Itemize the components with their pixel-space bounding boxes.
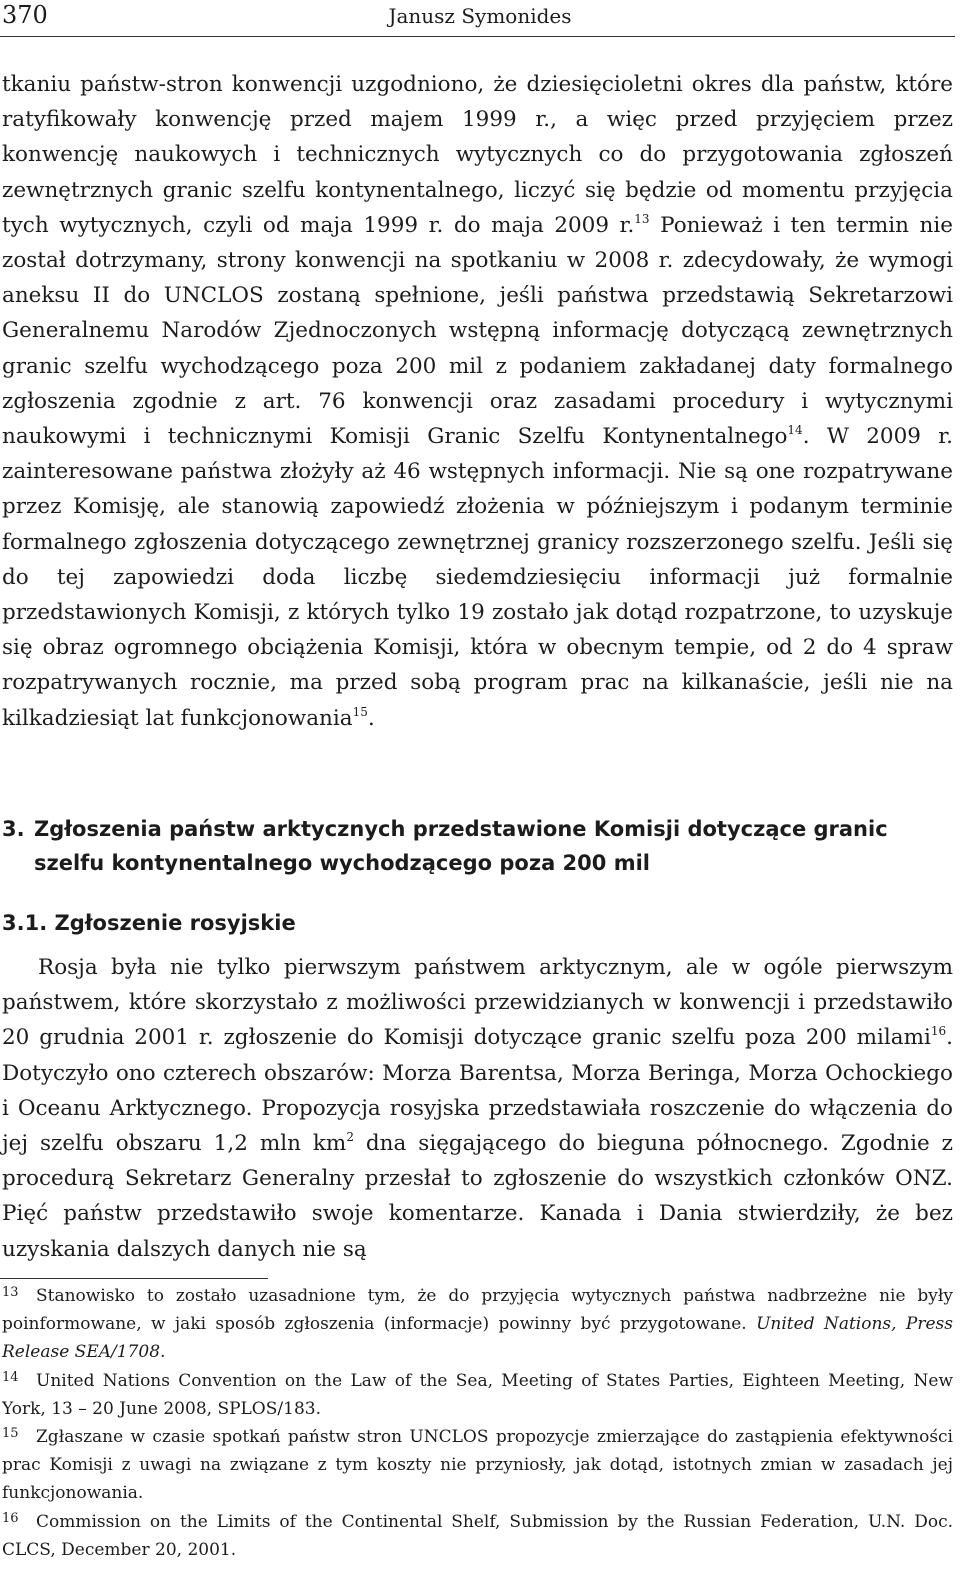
subsection-title: 3.1. Zgłoszenie rosyjskie (2, 911, 296, 935)
section-heading (2, 812, 953, 880)
text-run: Ponieważ i ten termin nie został dotrzymany, strony konwencji na spotkaniu w 2008 r. zdecydowały, że wymogi aneksu II do UNCLOS zostaną spełnione, jeśli państwa przedstawią Sekretarzowi Generalnemu Narodów Zjednoczonych wstępną informację dotyczącą zewnętrznych granic szelfu wychodzącego poza 200 mil z podaniem zakładanej daty formalnego zgłoszenia zgodnie z art. 76 konwencji oraz zasadami procedury i wytycznymi naukowymi i technicznymi Komisji Granic Szelfu Kontynentalnego (2, 212, 953, 450)
subsection-heading (2, 906, 953, 940)
running-head-author: Janusz Symonides (388, 4, 572, 28)
text-run: . (367, 705, 375, 731)
footnote-text: Zgłaszane w czasie spotkań państw stron UNCLOS propozycje zmierzające do zastąpienia efektywności prac Komisji z uwagi na związane z tym koszty nie przyniosły, jak dotąd, istotnych zmian w zasadach jej funkcjonowania. (2, 1427, 953, 1504)
text-run: Rosja była nie tylko pierwszym państwem arktycznym, ale w ogóle pierwszym państwem, które skorzystało z możliwości przewidzianych w konwencji i przedstawiło 20 grudnia 2001 r. zgłoszenie do Komisji dotyczące granic szelfu poza 200 milami (2, 955, 953, 1051)
footnote-ref-14[interactable]: 14 (787, 423, 803, 438)
superscript-2: 2 (346, 1130, 354, 1145)
footnote-ref-16[interactable]: 16 (930, 1024, 947, 1039)
text-run: . W 2009 r. zainteresowane państwa złożyły aż 46 wstępnych informacji. Nie są one rozpatrywane przez Komisję, ale stanowią zapowiedź złożenia w późniejszym i podanym terminie formalnego zgłoszenia dotyczącego zewnętrznej granicy rozszerzonego szelfu. Jeśli się do tej zapowiedzi doda liczbę siedemdziesięciu informacji już formalnie przedstawionych Komisji, z których tylko 19 zostało jak dotąd rozpatrzone, to uzyskuje się obraz ogromnego obciążenia Komisji, która w obecnym tempie, od 2 do 4 spraw rozpatrywanych rocznie, ma przed sobą program prac na kilkanaście, jeśli nie na kilkadziesiąt lat funkcjonowania (2, 424, 953, 731)
footnote-text: Stanowisko to zostało uzasadnione tym, że do przyjęcia wytycznych państwa nadbrzeżne nie były poinformowane, w jaki sposób zgłoszenia (informacje) powinny być przygotowane. (2, 1286, 953, 1335)
section-title-line2: szelfu kontynentalnego wychodzącego poza 200 mil (34, 851, 650, 875)
footnote-15: 15 Zgłaszane w czasie spotkań państw stron UNCLOS propozycje zmierzające do zastąpienia efektywności prac Komisji z uwagi na związane z tym koszty nie przyniosły, jak dotąd, istotnych zmian w zasadach jej funkcjonowania. (2, 1426, 953, 1504)
paragraph-russia (2, 950, 953, 1267)
text-run: tkaniu państw-stron konwencji uzgodniono, że dziesięcioletni okres dla państw, które ratyfikowały konwencję przed majem 1999 r., a więc przed przyjęciem przez konwencję naukowych i technicznych wytycznych co do przygotowania zgłoszeń zewnętrznych granic szelfu kontynentalnego, liczyć się będzie od momentu przyjęcia tych wytycznych, czyli od maja 1999 r. do maja 2009 r. (2, 72, 953, 238)
text-run: dna sięgającego do bieguna północnego. Zgodnie z procedurą Sekretarz Generalny przesłał to zgłoszenie do wszystkich członków ONZ. Pięć państw przedstawiło swoje komentarze. Kanada i Dania stwierdziły, że bez uzyskania dalszych danych nie są (2, 1131, 953, 1262)
footnote-ref-15[interactable]: 15 (352, 704, 368, 719)
footnote-text: Commission on the Limits of the Continental Shelf, Submission by the Russian Federation, U.N. Doc. CLCS, December 20, 2001. (2, 1511, 953, 1560)
section-title-line1: Zgłoszenia państw arktycznych przedstawione Komisji dotyczące granic (34, 817, 888, 841)
text-run: . Dotyczyło ono czterech obszarów: Morza Barentsa, Morza Beringa, Morza Ochockiego i Oceanu Arktycznego. Propozycja rosyjska przedstawiała roszczenie do włączenia do jej szelfu obszaru 1,2 mln km (2, 1025, 953, 1157)
footnote-source-italic: United Nations, Press Release SEA/1708. (2, 1314, 953, 1363)
body-text (2, 67, 953, 736)
section-number: 3. (2, 817, 25, 841)
footnote-text: United Nations Convention on the Law of the Sea, Meeting of States Parties, Eighteen Meeting, New York, 13 – 20 June 2008, SPLOS/183. (2, 1370, 953, 1419)
body-text-2 (2, 950, 953, 1267)
running-header (0, 0, 960, 40)
footnote-14: 14 United Nations Convention on the Law of the Sea, Meeting of States Parties, Eighteen Meeting, New York, 13 – 20 June 2008, SPLOS/183. (2, 1369, 953, 1419)
footnotes (2, 1282, 953, 1564)
header-rule (0, 36, 955, 37)
footnote-13: 13 Stanowisko to zostało uzasadnione tym, że do przyjęcia wytycznych państwa nadbrzeżne nie były poinformowane, w jaki sposób zgłoszenia (informacje) powinny być przygotowane. United Nations, Press Release SEA/1708. (2, 1285, 953, 1363)
page-number: 370 (2, 1, 48, 29)
footnote-16: 16 Commission on the Limits of the Continental Shelf, Submission by the Russian Federation, U.N. Doc. CLCS, December 20, 2001. (2, 1510, 953, 1560)
section-heading-text (2, 812, 953, 880)
footnote-ref-13[interactable]: 13 (634, 211, 650, 226)
paragraph-continuation (2, 67, 953, 736)
footnote-rule (0, 1278, 268, 1279)
